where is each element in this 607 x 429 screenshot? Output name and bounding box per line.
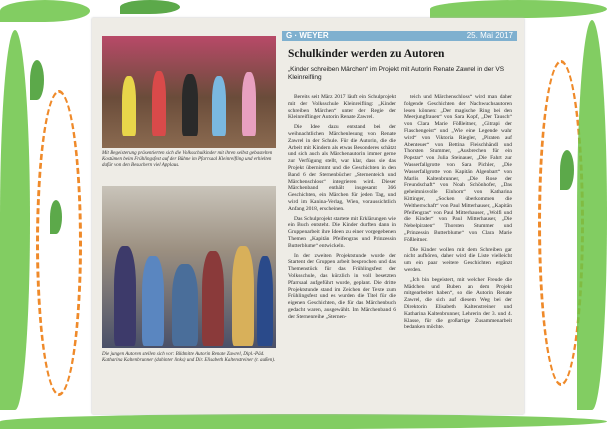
child-figure bbox=[202, 251, 224, 346]
newspaper-clipping bbox=[92, 18, 524, 414]
article-column-1 bbox=[288, 94, 396, 324]
paragraph: Die Idee dazu entstand bei der weihnachtlichen Märchenlesung von Renate Zawrel in der Schule. Für die Autorin, die die Arbeit mit Kindern als etwas Besonderes schätzt und sich auch als Märchenautorin immer gerne zur Verfügung stellt, war klar, dass sie das Projekt übernimmt und die Geschichten in den Band 6 der Sternenbücher „Sternenteich und Märchenschloss“ integrieren wird. Dieser Märchenband enthält insgesamt 366 Geschichten, ein Märchen für jeden Tag, und wird im Kanina-Verlag, Wien, voraussichtlich Anfang 2018, erscheinen. bbox=[288, 124, 396, 212]
orange-swirl-left bbox=[36, 90, 82, 396]
section-label: G · WEYER bbox=[286, 31, 329, 40]
leaf-icon bbox=[560, 150, 574, 190]
paragraph: teich und Märchenschloss“ wird man daher folgende Geschichten der Nachwuchsautoren lesen können: „Der magische Ring bei den Meerjungfrauen“ von Sara Kopf, „Der Tausch“ von Clara Marie Fößleitner, „Gitrapi der Flaschengeist“ und „Wie eine Legende wahr wird“ von Viktoria Riegler, „Piraten auf Abenteuer“ von Bettina Fleischhändl und Thorsten Stummer, „Ausbrechen für ein Popstar“ von Julia Steinauer, „Die Fahrt zur Wasserfallgrotte von Sara Pichler, „Die Wasserfallgrotte von Kapitän Algenbart“ von Marlis Kaltenbrunner, „Die Rose der Freundschaft“ von Noah Schönhofer, „Das geheimnisvolle Einhorn“ von Katharina Kittinger, „Socken überkommen die Weltherrschaft“ von Paul Mitterhauser, „Kapitän Pfeifengras“ von Paul Mitterhauser, „Wolfi und die Kinder“ von Paul Mitterhauser, „Die Nebelpiraten“ Thorsten Stummer und „Prinzessin Butterblume“ von Clara Marie Fößleitner. bbox=[404, 94, 512, 243]
child-figure bbox=[212, 76, 226, 136]
paragraph: Die Kinder wollen mit dem Schreiben gar nicht aufhören, daher wird die Liste vielleicht um ein paar weitere Geschichten ergänzt werden. bbox=[404, 246, 512, 273]
leaf-icon bbox=[0, 414, 607, 429]
child-figure bbox=[242, 72, 256, 136]
issue-date: 25. Mai 2017 bbox=[466, 31, 513, 40]
child-figure bbox=[172, 264, 198, 346]
article-column-2 bbox=[404, 94, 512, 334]
leaf-icon bbox=[430, 0, 607, 18]
leaf-icon bbox=[30, 60, 44, 100]
group-photo bbox=[102, 186, 276, 348]
child-figure bbox=[114, 246, 136, 346]
paragraph: In der zweiten Projektstunde wurde der Startent der Gruppen arbeit besprochen und das Themenstück für das Frühlingsfest der Volksschule, das kürzlich in voll besetzten Pfarrsaal aufgeführt wurde, geplant. Die dritte Projektstunde stand im Zeichen der Texte zum Frühlingsfest und es wurden die Titel für die eigenen Geschichten, die für das Märchenbuch gedacht waren, ausgewählt. Im Märchenband 6 der Sternenreihe „Sternen- bbox=[288, 252, 396, 320]
stage-photo bbox=[102, 36, 276, 148]
paragraph: Bereits seit März 2017 läuft ein Schulprojekt mit der Volksschule Kleinreifling: „Kinder schreiben Märchen“ unter der Regie der Kleinreiflinger Autorin Renate Zawrel. bbox=[288, 94, 396, 121]
leaf-icon bbox=[0, 30, 30, 410]
child-figure bbox=[232, 246, 254, 346]
child-figure bbox=[152, 71, 166, 136]
leaf-icon bbox=[577, 20, 607, 410]
photo-caption: Die jungen Autoren stellen sich vor: Bildmitte Autorin Renate Zawrel, Dipl.-Päd. Katharina Kaltenbrunner (dahinter links) und Dir. Elisabeth Kaltenstreiner (r. außen). bbox=[102, 352, 276, 363]
child-figure bbox=[182, 74, 198, 136]
photo-caption: Mit Begeisterung präsentierten sich die Volksschulkinder mit ihren selbst gebastelten Kostümen beim Frühlingsfest auf der Bühne im Pfarrsaal Kleinreifling und erhielten dafür von den Besuchern viel Applaus. bbox=[102, 151, 273, 168]
paragraph: Das Schulprojekt startete mit Erklärungen wie ein Buch entsteht. Die Kinder durften dann in Gruppenarbeit ihre Ideen zu einer vorgegebenen Themen „Kapitän Pfeifengras und Prinzessin Butterblume“ entwickeln. bbox=[288, 215, 396, 249]
paragraph: „Ich bin begeistert, mit welcher Freude die Mädchen und Buben an dem Projekt mitgearbeitet haben“, so die Autorin Renate Zawrel, die sich auf diesem Weg bei der Direktorin Elisabeth Kaltenstreiner und Katharina Kaltenbrunner, Lehrerin der 3. und 4. Klasse, für die großartige Zusammenarbeit bedanken möchte. bbox=[404, 276, 512, 331]
child-figure bbox=[142, 256, 164, 346]
child-figure bbox=[257, 256, 273, 346]
child-figure bbox=[122, 76, 136, 136]
leaf-icon bbox=[120, 0, 180, 14]
article-subtitle: „Kinder schreiben Märchen“ im Projekt mit Autorin Renate Zawrel in der VS Kleinreifling bbox=[288, 66, 505, 81]
newspaper-header-bar bbox=[282, 31, 517, 41]
leaf-icon bbox=[0, 0, 90, 22]
article-title: Schulkinder werden zu Autoren bbox=[288, 48, 445, 60]
leaf-icon bbox=[50, 200, 62, 234]
